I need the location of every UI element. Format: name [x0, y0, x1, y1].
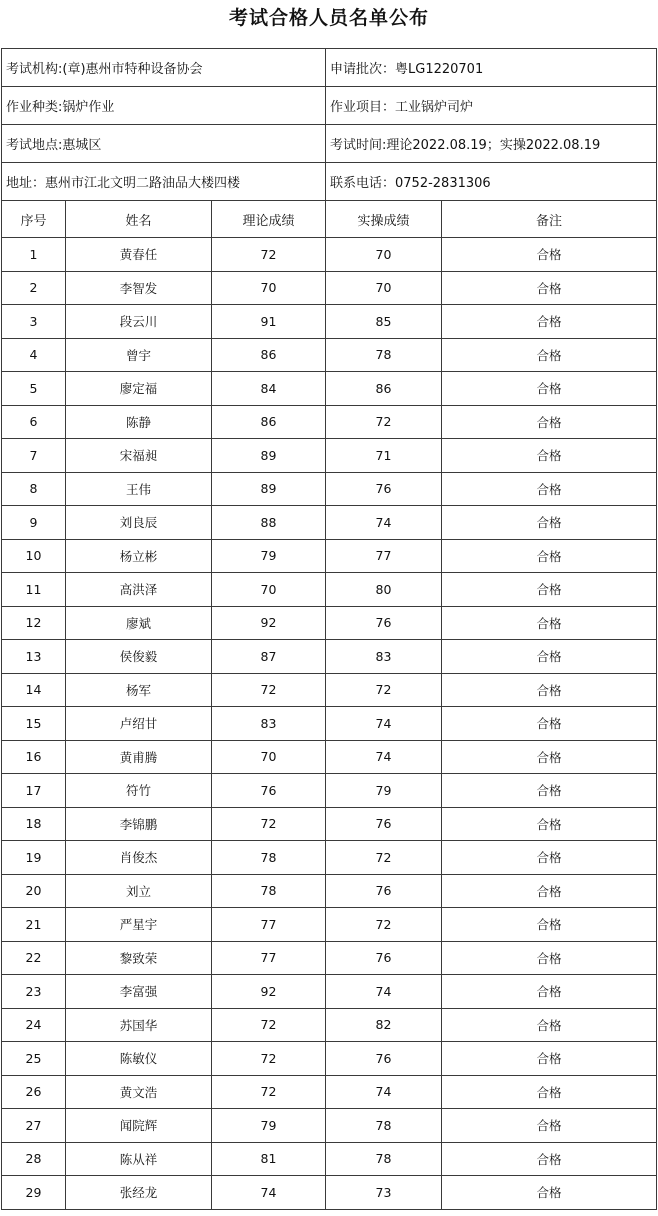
person-name: 陈敏仪 — [66, 1042, 212, 1076]
theory-score: 86 — [212, 338, 326, 372]
row-index: 25 — [2, 1042, 66, 1076]
theory-score: 76 — [212, 774, 326, 808]
exam-time: 考试时间:理论2022.08.19；实操2022.08.19 — [326, 125, 657, 163]
table-row — [2, 1008, 657, 1042]
remark: 合格 — [442, 841, 657, 875]
theory-score: 83 — [212, 707, 326, 741]
theory-score: 72 — [212, 238, 326, 272]
table-row — [2, 1176, 657, 1210]
row-index: 11 — [2, 573, 66, 607]
person-name: 符竹 — [66, 774, 212, 808]
theory-score: 72 — [212, 1008, 326, 1042]
row-index: 27 — [2, 1109, 66, 1143]
remark: 合格 — [442, 740, 657, 774]
remark: 合格 — [442, 874, 657, 908]
row-index: 18 — [2, 807, 66, 841]
theory-score: 87 — [212, 640, 326, 674]
person-name: 高洪泽 — [66, 573, 212, 607]
row-index: 24 — [2, 1008, 66, 1042]
person-name: 黄文浩 — [66, 1075, 212, 1109]
practical-score: 76 — [326, 472, 442, 506]
theory-score: 89 — [212, 439, 326, 473]
results-table — [1, 201, 657, 1210]
theory-score: 70 — [212, 740, 326, 774]
row-index: 6 — [2, 405, 66, 439]
theory-score: 72 — [212, 673, 326, 707]
practical-score: 76 — [326, 874, 442, 908]
theory-score: 79 — [212, 1109, 326, 1143]
row-index: 8 — [2, 472, 66, 506]
practical-score: 72 — [326, 673, 442, 707]
table-row — [2, 472, 657, 506]
row-index: 29 — [2, 1176, 66, 1210]
practical-score: 80 — [326, 573, 442, 607]
info-row — [2, 125, 657, 163]
person-name: 宋福昶 — [66, 439, 212, 473]
person-name: 黄春任 — [66, 238, 212, 272]
person-name: 陈静 — [66, 405, 212, 439]
practical-score: 86 — [326, 372, 442, 406]
row-index: 21 — [2, 908, 66, 942]
header-index: 序号 — [2, 201, 66, 238]
person-name: 王伟 — [66, 472, 212, 506]
theory-score: 70 — [212, 573, 326, 607]
practical-score: 70 — [326, 271, 442, 305]
table-row — [2, 975, 657, 1009]
remark: 合格 — [442, 539, 657, 573]
person-name: 严星宇 — [66, 908, 212, 942]
person-name: 陈从祥 — [66, 1142, 212, 1176]
exam-sheet — [1, 48, 656, 1210]
table-row — [2, 305, 657, 339]
table-row — [2, 774, 657, 808]
table-row — [2, 1075, 657, 1109]
row-index: 14 — [2, 673, 66, 707]
table-row — [2, 573, 657, 607]
table-row — [2, 908, 657, 942]
remark: 合格 — [442, 640, 657, 674]
table-row — [2, 841, 657, 875]
address: 地址：惠州市江北文明二路油品大楼四楼 — [2, 163, 326, 201]
practical-score: 74 — [326, 506, 442, 540]
header-remark: 备注 — [442, 201, 657, 238]
table-body — [2, 238, 657, 1210]
row-index: 16 — [2, 740, 66, 774]
remark: 合格 — [442, 673, 657, 707]
theory-score: 78 — [212, 874, 326, 908]
person-name: 刘立 — [66, 874, 212, 908]
remark: 合格 — [442, 1075, 657, 1109]
practical-score: 78 — [326, 338, 442, 372]
practical-score: 77 — [326, 539, 442, 573]
remark: 合格 — [442, 1176, 657, 1210]
person-name: 廖斌 — [66, 606, 212, 640]
table-row — [2, 506, 657, 540]
person-name: 黄甫腾 — [66, 740, 212, 774]
row-index: 1 — [2, 238, 66, 272]
header-name: 姓名 — [66, 201, 212, 238]
row-index: 17 — [2, 774, 66, 808]
row-index: 7 — [2, 439, 66, 473]
remark: 合格 — [442, 975, 657, 1009]
row-index: 19 — [2, 841, 66, 875]
practical-score: 85 — [326, 305, 442, 339]
info-row — [2, 49, 657, 87]
practical-score: 73 — [326, 1176, 442, 1210]
row-index: 28 — [2, 1142, 66, 1176]
person-name: 闻院辉 — [66, 1109, 212, 1143]
theory-score: 77 — [212, 941, 326, 975]
theory-score: 74 — [212, 1176, 326, 1210]
person-name: 张经龙 — [66, 1176, 212, 1210]
table-row — [2, 1109, 657, 1143]
theory-score: 92 — [212, 606, 326, 640]
person-name: 肖俊杰 — [66, 841, 212, 875]
remark: 合格 — [442, 1042, 657, 1076]
person-name: 杨立彬 — [66, 539, 212, 573]
theory-score: 88 — [212, 506, 326, 540]
table-row — [2, 707, 657, 741]
person-name: 苏国华 — [66, 1008, 212, 1042]
theory-score: 79 — [212, 539, 326, 573]
remark: 合格 — [442, 908, 657, 942]
row-index: 5 — [2, 372, 66, 406]
person-name: 曾宇 — [66, 338, 212, 372]
theory-score: 78 — [212, 841, 326, 875]
table-row — [2, 874, 657, 908]
person-name: 李锦鹏 — [66, 807, 212, 841]
table-row — [2, 1142, 657, 1176]
table-row — [2, 640, 657, 674]
person-name: 李富强 — [66, 975, 212, 1009]
remark: 合格 — [442, 941, 657, 975]
remark: 合格 — [442, 573, 657, 607]
row-index: 13 — [2, 640, 66, 674]
practical-score: 76 — [326, 807, 442, 841]
application-batch: 申请批次：粤LG1220701 — [326, 49, 657, 87]
person-name: 李智发 — [66, 271, 212, 305]
row-index: 2 — [2, 271, 66, 305]
row-index: 26 — [2, 1075, 66, 1109]
table-header-row — [2, 201, 657, 238]
table-row — [2, 372, 657, 406]
row-index: 23 — [2, 975, 66, 1009]
remark: 合格 — [442, 338, 657, 372]
theory-score: 92 — [212, 975, 326, 1009]
practical-score: 78 — [326, 1142, 442, 1176]
exam-location: 考试地点:惠城区 — [2, 125, 326, 163]
theory-score: 72 — [212, 807, 326, 841]
remark: 合格 — [442, 472, 657, 506]
row-index: 4 — [2, 338, 66, 372]
table-row — [2, 405, 657, 439]
table-row — [2, 606, 657, 640]
remark: 合格 — [442, 506, 657, 540]
header-practical-score: 实操成绩 — [326, 201, 442, 238]
remark: 合格 — [442, 305, 657, 339]
person-name: 黎致荣 — [66, 941, 212, 975]
row-index: 20 — [2, 874, 66, 908]
remark: 合格 — [442, 238, 657, 272]
row-index: 12 — [2, 606, 66, 640]
person-name: 廖定福 — [66, 372, 212, 406]
table-row — [2, 673, 657, 707]
remark: 合格 — [442, 606, 657, 640]
theory-score: 89 — [212, 472, 326, 506]
practical-score: 76 — [326, 941, 442, 975]
table-row — [2, 238, 657, 272]
info-table — [1, 48, 657, 201]
table-row — [2, 439, 657, 473]
remark: 合格 — [442, 707, 657, 741]
table-row — [2, 338, 657, 372]
row-index: 3 — [2, 305, 66, 339]
practical-score: 74 — [326, 707, 442, 741]
practical-score: 72 — [326, 841, 442, 875]
theory-score: 72 — [212, 1075, 326, 1109]
practical-score: 76 — [326, 606, 442, 640]
theory-score: 81 — [212, 1142, 326, 1176]
person-name: 刘良辰 — [66, 506, 212, 540]
row-index: 15 — [2, 707, 66, 741]
practical-score: 83 — [326, 640, 442, 674]
practical-score: 82 — [326, 1008, 442, 1042]
practical-score: 74 — [326, 1075, 442, 1109]
remark: 合格 — [442, 271, 657, 305]
remark: 合格 — [442, 774, 657, 808]
remark: 合格 — [442, 1142, 657, 1176]
theory-score: 91 — [212, 305, 326, 339]
practical-score: 79 — [326, 774, 442, 808]
operation-category: 作业种类:锅炉作业 — [2, 87, 326, 125]
remark: 合格 — [442, 807, 657, 841]
remark: 合格 — [442, 1008, 657, 1042]
practical-score: 71 — [326, 439, 442, 473]
theory-score: 72 — [212, 1042, 326, 1076]
table-row — [2, 807, 657, 841]
remark: 合格 — [442, 1109, 657, 1143]
theory-score: 70 — [212, 271, 326, 305]
practical-score: 72 — [326, 908, 442, 942]
person-name: 段云川 — [66, 305, 212, 339]
theory-score: 77 — [212, 908, 326, 942]
table-row — [2, 1042, 657, 1076]
practical-score: 74 — [326, 975, 442, 1009]
person-name: 侯俊毅 — [66, 640, 212, 674]
exam-institution: 考试机构:(章)惠州市特种设备协会 — [2, 49, 326, 87]
remark: 合格 — [442, 405, 657, 439]
practical-score: 70 — [326, 238, 442, 272]
remark: 合格 — [442, 372, 657, 406]
header-theory-score: 理论成绩 — [212, 201, 326, 238]
page-title: 考试合格人员名单公布 — [228, 7, 429, 29]
theory-score: 86 — [212, 405, 326, 439]
contact-phone: 联系电话：0752-2831306 — [326, 163, 657, 201]
row-index: 9 — [2, 506, 66, 540]
row-index: 22 — [2, 941, 66, 975]
info-row — [2, 87, 657, 125]
practical-score: 78 — [326, 1109, 442, 1143]
operation-item: 作业项目：工业锅炉司炉 — [326, 87, 657, 125]
table-row — [2, 539, 657, 573]
table-row — [2, 941, 657, 975]
practical-score: 74 — [326, 740, 442, 774]
table-row — [2, 271, 657, 305]
row-index: 10 — [2, 539, 66, 573]
table-row — [2, 740, 657, 774]
info-row — [2, 163, 657, 201]
practical-score: 72 — [326, 405, 442, 439]
practical-score: 76 — [326, 1042, 442, 1076]
theory-score: 84 — [212, 372, 326, 406]
person-name: 杨军 — [66, 673, 212, 707]
person-name: 卢绍甘 — [66, 707, 212, 741]
remark: 合格 — [442, 439, 657, 473]
